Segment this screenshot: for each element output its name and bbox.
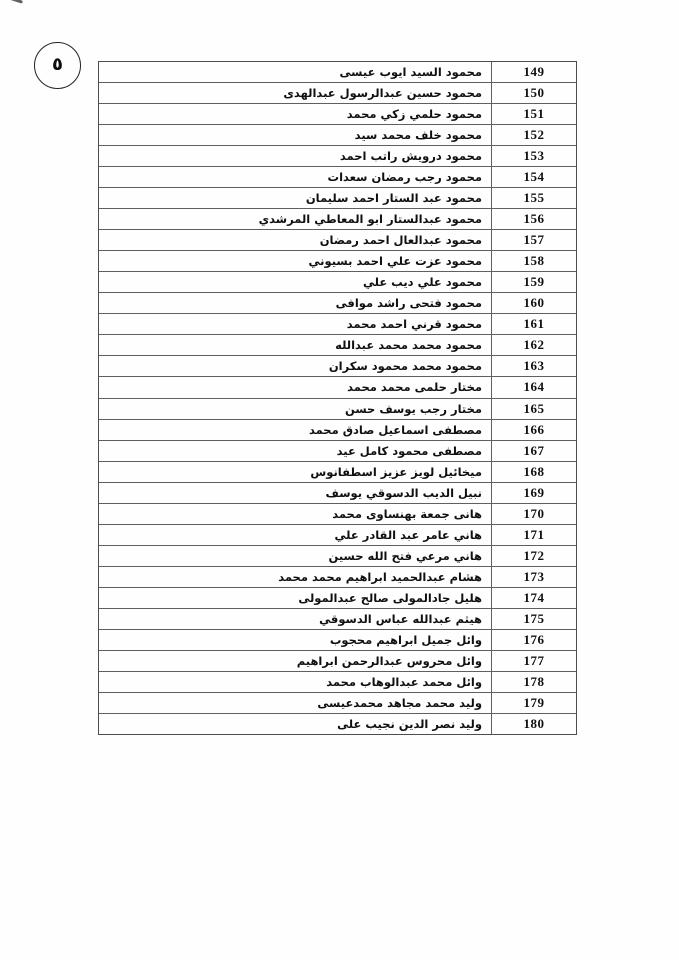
row-number-cell: 179: [491, 693, 576, 713]
row-number-cell: 162: [491, 335, 576, 355]
row-number-cell: 175: [491, 609, 576, 629]
row-name-cell: ميخائيل لويز عزيز اسطفانوس: [310, 464, 482, 479]
row-number-cell: 151: [491, 104, 576, 124]
table-row: [99, 230, 576, 251]
page-number-label: ٥: [52, 53, 63, 75]
row-number-cell: 178: [491, 672, 576, 692]
table-row: [99, 651, 576, 672]
table-row: [99, 167, 576, 188]
table-row: [99, 272, 576, 293]
row-name-cell: مصطفى اسماعيل صادق محمد: [308, 422, 482, 437]
row-name-cell: وائل جميل ابراهيم محجوب: [329, 632, 482, 647]
row-name-cell: محمود حلمي زكي محمد: [346, 107, 482, 122]
row-name-cell: هاني مرعي فتح الله حسين: [328, 548, 482, 563]
row-number-cell: 150: [491, 83, 576, 103]
table-row: [99, 588, 576, 609]
row-number-cell: 168: [491, 462, 576, 482]
table-row: [99, 377, 576, 398]
table-row: [99, 714, 576, 734]
scan-artifact-mark: [5, 0, 23, 4]
table-row: [99, 314, 576, 335]
row-name-cell: محمود عبد الستار احمد سليمان: [305, 191, 482, 206]
table-row: [99, 525, 576, 546]
row-name-cell: نبيل الديب الدسوقي يوسف: [325, 485, 482, 500]
table-row: [99, 83, 576, 104]
table-row: [99, 441, 576, 462]
table-row: [99, 125, 576, 146]
row-number-cell: 161: [491, 314, 576, 334]
row-number-cell: 169: [491, 483, 576, 503]
row-number-cell: 173: [491, 567, 576, 587]
row-number-cell: 177: [491, 651, 576, 671]
row-number-cell: 165: [491, 399, 576, 419]
row-number-cell: 176: [491, 630, 576, 650]
row-number-cell: 159: [491, 272, 576, 292]
table-row: [99, 188, 576, 209]
row-name-cell: مختار رجب يوسف حسن: [344, 401, 482, 416]
table-row: [99, 546, 576, 567]
row-name-cell: محمود محمد محمود سكران: [328, 359, 482, 374]
row-number-cell: 171: [491, 525, 576, 545]
table-row: [99, 567, 576, 588]
row-name-cell: محمود عزت علي احمد بسيوني: [308, 254, 482, 269]
row-number-cell: 152: [491, 125, 576, 145]
row-number-cell: 167: [491, 441, 576, 461]
row-name-cell: محمود عبدالستار ابو المعاطي المرشدي: [258, 212, 482, 227]
row-name-cell: محمود علي ديب علي: [362, 275, 482, 290]
row-name-cell: محمود قرني احمد محمد: [346, 317, 482, 332]
table-row: [99, 420, 576, 441]
row-number-cell: 180: [491, 714, 576, 734]
row-name-cell: محمود عبدالعال احمد رمضان: [319, 233, 482, 248]
row-name-cell: وائل محروس عبدالرحمن ابراهيم: [296, 653, 482, 668]
row-number-cell: 153: [491, 146, 576, 166]
page-number-circle: [34, 42, 81, 89]
table-row: [99, 293, 576, 314]
row-number-cell: 158: [491, 251, 576, 271]
row-name-cell: هليل جادالمولى صالح عبدالمولى: [298, 590, 482, 605]
row-number-cell: 174: [491, 588, 576, 608]
table-row: [99, 693, 576, 714]
row-name-cell: محمود محمد محمد عبدالله: [335, 338, 482, 353]
row-name-cell: محمود حسين عبدالرسول عبدالهدى: [283, 86, 482, 101]
row-name-cell: مختار حلمى محمد محمد: [347, 380, 482, 395]
table-row: [99, 462, 576, 483]
row-number-cell: 149: [491, 62, 576, 82]
table-row: [99, 62, 576, 83]
table-row: [99, 504, 576, 525]
row-name-cell: هشام عبدالحميد ابراهيم محمد محمد: [278, 569, 482, 584]
roster-table: [98, 61, 577, 735]
table-row: [99, 356, 576, 377]
row-name-cell: مصطفى محمود كامل عيد: [336, 443, 482, 458]
row-number-cell: 164: [491, 377, 576, 397]
row-name-cell: هانى جمعة بهنساوى محمد: [332, 506, 482, 521]
row-name-cell: محمود السيد ايوب عيسى: [339, 65, 482, 80]
table-row: [99, 630, 576, 651]
row-name-cell: وليد نصر الدين نجيب على: [337, 716, 482, 731]
row-name-cell: محمود خلف محمد سيد: [354, 128, 482, 143]
row-number-cell: 166: [491, 420, 576, 440]
row-number-cell: 155: [491, 188, 576, 208]
row-name-cell: هيثم عبدالله عباس الدسوقي: [319, 611, 482, 626]
row-number-cell: 154: [491, 167, 576, 187]
table-row: [99, 146, 576, 167]
row-name-cell: وليد محمد مجاهد محمدعيسى: [317, 695, 482, 710]
table-row: [99, 335, 576, 356]
row-name-cell: محمود درويش راتب احمد: [339, 149, 482, 164]
row-name-cell: محمود فتحى راشد موافى: [335, 296, 482, 311]
row-number-cell: 156: [491, 209, 576, 229]
table-row: [99, 609, 576, 630]
row-number-cell: 157: [491, 230, 576, 250]
row-name-cell: محمود رجب رمضان سعدات: [327, 170, 482, 185]
table-row: [99, 672, 576, 693]
row-name-cell: وائل محمد عبدالوهاب محمد: [326, 674, 482, 689]
row-number-cell: 163: [491, 356, 576, 376]
table-row: [99, 104, 576, 125]
row-number-cell: 160: [491, 293, 576, 313]
row-name-cell: هاني عامر عبد القادر علي: [334, 527, 482, 542]
table-row: [99, 251, 576, 272]
row-number-cell: 172: [491, 546, 576, 566]
row-number-cell: 170: [491, 504, 576, 524]
table-row: [99, 483, 576, 504]
table-row: [99, 399, 576, 420]
table-row: [99, 209, 576, 230]
